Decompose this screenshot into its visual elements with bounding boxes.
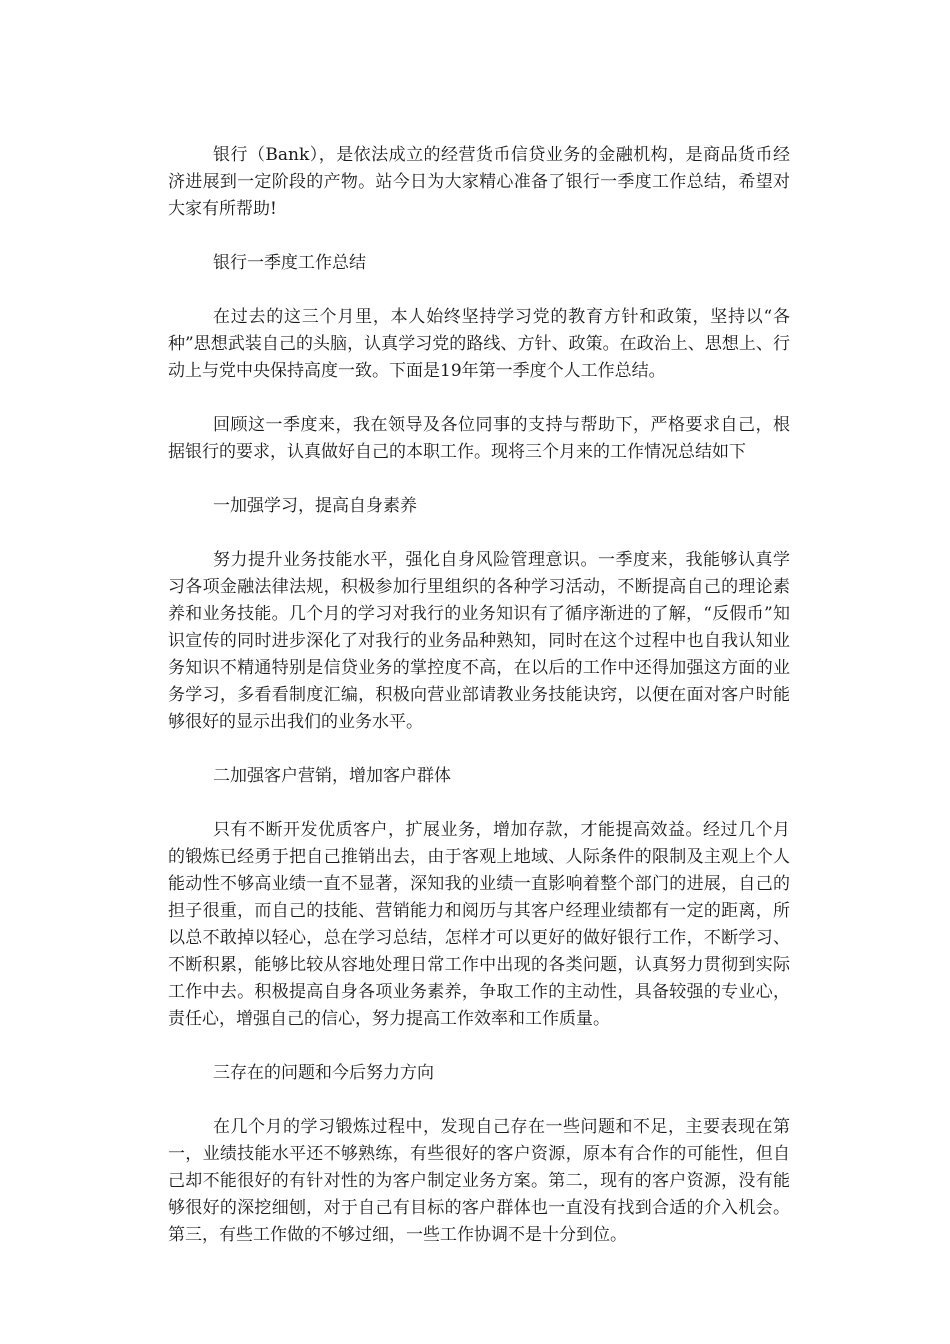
section-heading-problems: 三存在的问题和今后努力方向 <box>213 1063 434 1083</box>
intro-paragraph: 银行（Bank），是依法成立的经营货币信贷业务的金融机构，是商品货币经济进展到一定阶段的产物。站今日为大家精心准备了银行一季度工作总结，希望对大家有所帮助! <box>168 145 790 219</box>
section-heading-study: 一加强学习，提高自身素养 <box>213 496 417 516</box>
paragraph-review: 回顾这一季度来，我在领导及各位同事的支持与帮助下，严格要求自己，根据银行的要求，认真做好自己的本职工作。现将三个月来的工作情况总结如下 <box>168 415 790 462</box>
document-body <box>168 142 790 1276</box>
section-heading-marketing: 二加强客户营销，增加客户群体 <box>213 766 451 786</box>
paragraph-overview: 在过去的这三个月里，本人始终坚持学习党的教育方针和政策，坚持以“各种”思想武装自己的头脑，认真学习党的路线、方针、政策。在政治上、思想上、行动上与党中央保持高度一致。下面是19年第一季度个人工作总结。 <box>168 307 790 381</box>
paragraph-marketing: 只有不断开发优质客户，扩展业务，增加存款，才能提高效益。经过几个月的锻炼已经勇于把自己推销出去，由于客观上地域、人际条件的限制及主观上个人能动性不够高业绩一直不显著，深知我的业绩一直影响着整个部门的进展，自己的担子很重，而自己的技能、营销能力和阅历与其客户经理业绩都有一定的距离，所以总不敢掉以轻心，总在学习总结，怎样才可以更好的做好银行工作，不断学习、不断积累，能够比较从容地处理日常工作中出现的各类问题，认真努力贯彻到实际工作中去。积极提高自身各项业务素养，争取工作的主动性，具备较强的专业心，责任心，增强自己的信心，努力提高工作效率和工作质量。 <box>168 820 790 1029</box>
document-title: 银行一季度工作总结 <box>213 253 366 273</box>
paragraph-study: 努力提升业务技能水平，强化自身风险管理意识。一季度来，我能够认真学习各项金融法律法规，积极参加行里组织的各种学习活动，不断提高自己的理论素养和业务技能。几个月的学习对我行的业务知识有了循序渐进的了解，“反假币”知识宣传的同时进步深化了对我行的业务品种熟知，同时在这个过程中也自我认知业务知识不精通特别是信贷业务的掌控度不高，在以后的工作中还得加强这方面的业务学习，多看看制度汇编，积极向营业部请教业务技能诀窍，以便在面对客户时能够很好的显示出我们的业务水平。 <box>168 550 790 732</box>
paragraph-problems: 在几个月的学习锻炼过程中，发现自己存在一些问题和不足，主要表现在第一，业绩技能水平还不够熟练，有些很好的客户资源，原本有合作的可能性，但自己却不能很好的有针对性的为客户制定业务方案。第二，现有的客户资源，没有能够很好的深挖细刨，对于自己有目标的客户群体也一直没有找到合适的介入机会。第三，有些工作做的不够过细，一些工作协调不是十分到位。 <box>168 1117 790 1245</box>
